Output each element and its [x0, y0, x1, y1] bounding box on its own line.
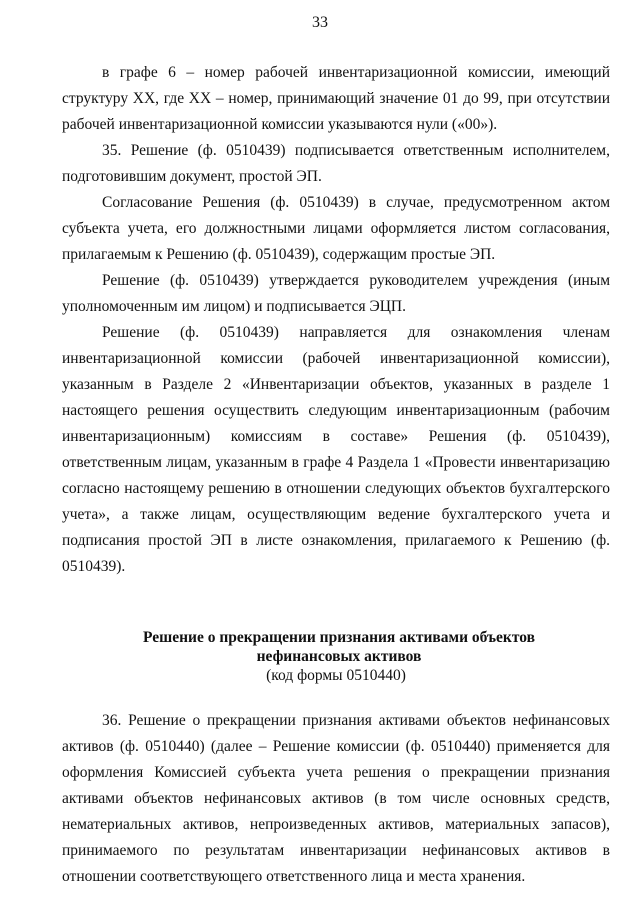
paragraph-approval: Согласование Решения (ф. 0510439) в случае, предусмотренном актом субъекта учета, его должностными лицами оформляется листом согласования, прилагаемым к Решению (ф. 0510439), содержащим простые ЭП.	[62, 194, 610, 263]
section-title: Решение о прекращении признания активами объектов нефинансовых активов	[142, 629, 536, 665]
paragraph-36: 36. Решение о прекращении признания активами объектов нефинансовых активов (ф. 0510440) (далее – Решение комиссии (ф. 0510440) применяется для оформления Комиссией субъекта учета решения о прекращении признания активами объектов нефинансовых активов (в том числе основных средств, нематериальных активов, непроизведенных активов, материальных запасов), принимаемого по результатам инвентаризации нефинансовых активов в отношении соответствующего ответственного лица и места хранения.	[62, 712, 610, 885]
paragraph-35: 35. Решение (ф. 0510439) подписывается ответственным исполнителем, подготовившим документ, простой ЭП.	[62, 142, 610, 185]
paragraph-signing: Решение (ф. 0510439) утверждается руководителем учреждения (иным уполномоченным им лицом) и подписывается ЭЦП.	[62, 272, 610, 315]
section-heading	[62, 628, 610, 686]
paragraph-distribution: Решение (ф. 0510439) направляется для ознакомления членам инвентаризационной комиссии (рабочей инвентаризационной комиссии), указанным в Разделе 2 «Инвентаризации объектов, указанных в разделе 1 настоящего решения осуществить следующим инвентаризационным (рабочим инвентаризационным) комиссиям в составе» Решения (ф. 0510439), ответственным лицам, указанным в графе 4 Раздела 1 «Провести инвентаризацию согласно настоящему решению в отношении следующих объектов бухгалтерского учета», а также лицам, осуществляющим ведение бухгалтерского учета и подписания простой ЭП в листе ознакомления, прилагаемого к Решению (ф. 0510439).	[62, 324, 610, 575]
document-body	[62, 60, 610, 890]
page-number: 33	[312, 14, 328, 31]
paragraph-graph6: в графе 6 – номер рабочей инвентаризационной комиссии, имеющий структуру ХХ, где ХХ – номер, принимающий значение 01 до 99, при отсутствии рабочей инвентаризационной комиссии указываются нули («00»).	[62, 64, 610, 133]
form-code: (код формы 0510440)	[266, 667, 406, 684]
